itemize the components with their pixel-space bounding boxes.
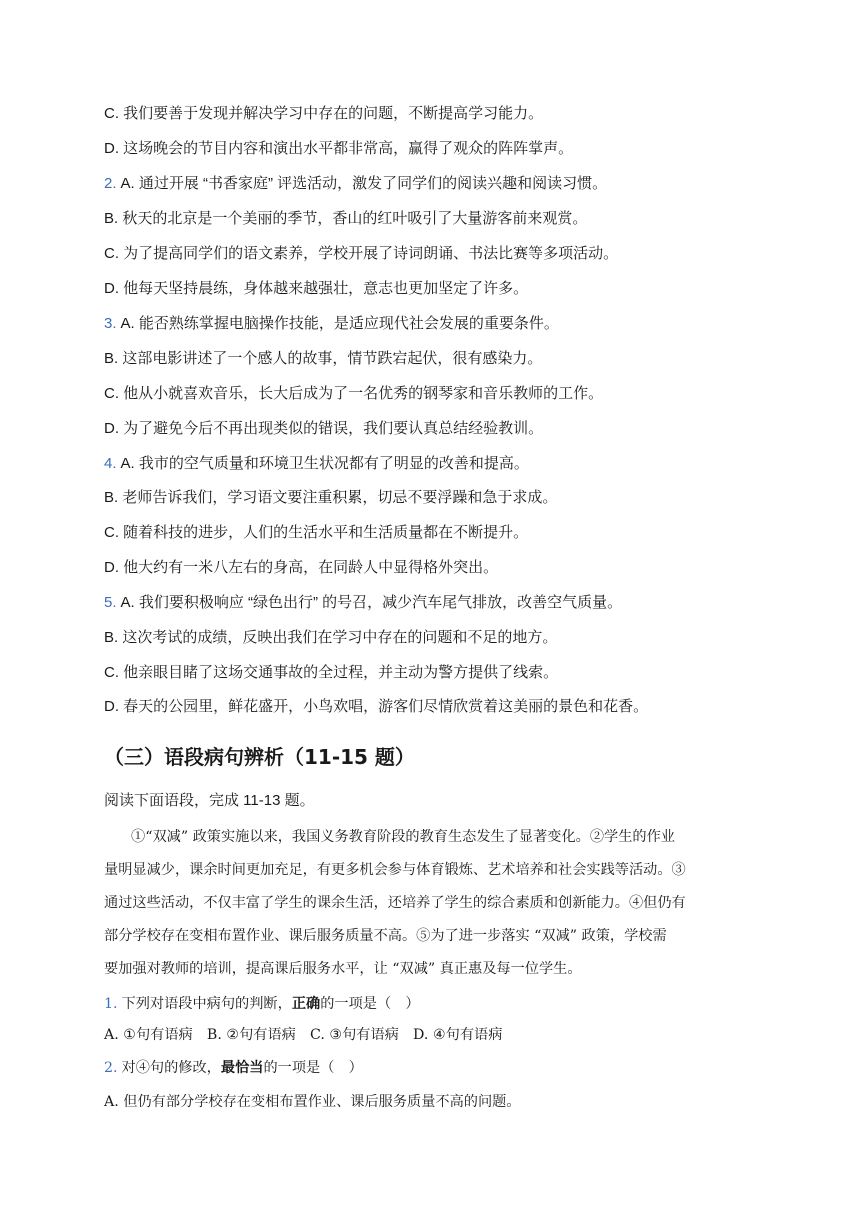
option-line: B. 秋天的北京是一个美丽的季节，香山的红叶吸引了大量游客前来观赏。 bbox=[104, 210, 588, 227]
passage-line: 量明显减少，课余时间更加充足，有更多机会参与体育锻炼、艺术培养和社会实践等活动。③ bbox=[104, 862, 686, 878]
option-line: D. 春天的公园里，鲜花盛开，小鸟欢唱，游客们尽情欣赏着这美丽的景色和花香。 bbox=[104, 698, 649, 715]
emphasis: 正确 bbox=[291, 996, 321, 1012]
question-line: 2. A. 通过开展 “书香家庭” 评选活动，激发了同学们的阅读兴趣和阅读习惯。 bbox=[104, 175, 608, 192]
passage-line: 通过这些活动，不仅丰富了学生的课余生活，还培养了学生的综合素质和创新能力。④但仍有 bbox=[104, 895, 686, 911]
sub-question: 2. 对④句的修改，最恰当的一项是（ ） bbox=[104, 1060, 363, 1076]
question-line: 5. A. 我们要积极响应 “绿色出行” 的号召，减少汽车尾气排放，改善空气质量。 bbox=[104, 594, 623, 611]
option-line: B. 这部电影讲述了一个感人的故事，情节跌宕起伏，很有感染力。 bbox=[104, 350, 543, 367]
option-line: C. 他从小就喜欢音乐，长大后成为了一名优秀的钢琴家和音乐教师的工作。 bbox=[104, 385, 604, 402]
option-line: D. 他每天坚持晨练，身体越来越强壮，意志也更加坚定了许多。 bbox=[104, 280, 529, 297]
passage-line: 部分学校存在变相布置作业、课后服务质量不高。⑤为了进一步落实 “双减” 政策，学校需 bbox=[104, 928, 667, 944]
option-line: C. 随着科技的进步，人们的生活水平和生活质量都在不断提升。 bbox=[104, 524, 529, 541]
option-line: C. 为了提高同学们的语文素养，学校开展了诗词朗诵、书法比赛等多项活动。 bbox=[104, 245, 619, 262]
question-number: 2. bbox=[104, 175, 117, 192]
answer-options: A. ①句有语病 B. ②句有语病 C. ③句有语病 D. ④句有语病 bbox=[104, 1027, 503, 1043]
question-number: 2. bbox=[104, 1060, 118, 1076]
question-line: 4. A. 我市的空气质量和环境卫生状况都有了明显的改善和提高。 bbox=[104, 455, 529, 472]
emphasis: 最恰当 bbox=[220, 1060, 264, 1076]
option-line: B. 老师告诉我们，学习语文要注重积累，切忌不要浮躁和急于求成。 bbox=[104, 489, 558, 506]
question-number: 3. bbox=[104, 315, 117, 332]
option-line: B. 这次考试的成绩，反映出我们在学习中存在的问题和不足的地方。 bbox=[104, 629, 558, 646]
option-line: C. 我们要善于发现并解决学习中存在的问题，不断提高学习能力。 bbox=[104, 105, 544, 122]
sub-question: 1. 下列对语段中病句的判断，正确的一项是（ ） bbox=[104, 996, 420, 1012]
answer-option: A. 但仍有部分学校存在变相布置作业、课后服务质量不高的问题。 bbox=[104, 1094, 521, 1110]
passage-line: ①“双减” 政策实施以来，我国义务教育阶段的教育生态发生了显著变化。②学生的作业 bbox=[131, 829, 675, 845]
instruction-text: 阅读下面语段，完成 11-13 题。 bbox=[104, 792, 315, 809]
section-heading: （三）语段病句辨析（11-15 题） bbox=[104, 745, 415, 769]
question-number: 4. bbox=[104, 455, 117, 472]
question-number: 5. bbox=[104, 594, 117, 611]
option-line: D. 为了避免今后不再出现类似的错误，我们要认真总结经验教训。 bbox=[104, 420, 544, 437]
option-line: C. 他亲眼目睹了这场交通事故的全过程，并主动为警方提供了线索。 bbox=[104, 664, 559, 681]
passage-line: 要加强对教师的培训，提高课后服务水平，让 “双减” 真正惠及每一位学生。 bbox=[104, 961, 582, 977]
question-line: 3. A. 能否熟练掌握电脑操作技能，是适应现代社会发展的重要条件。 bbox=[104, 315, 559, 332]
option-line: D. 这场晚会的节目内容和演出水平都非常高，赢得了观众的阵阵掌声。 bbox=[104, 140, 574, 157]
option-line: D. 他大约有一米八左右的身高，在同龄人中显得格外突出。 bbox=[104, 559, 499, 576]
question-number: 1. bbox=[104, 996, 118, 1012]
